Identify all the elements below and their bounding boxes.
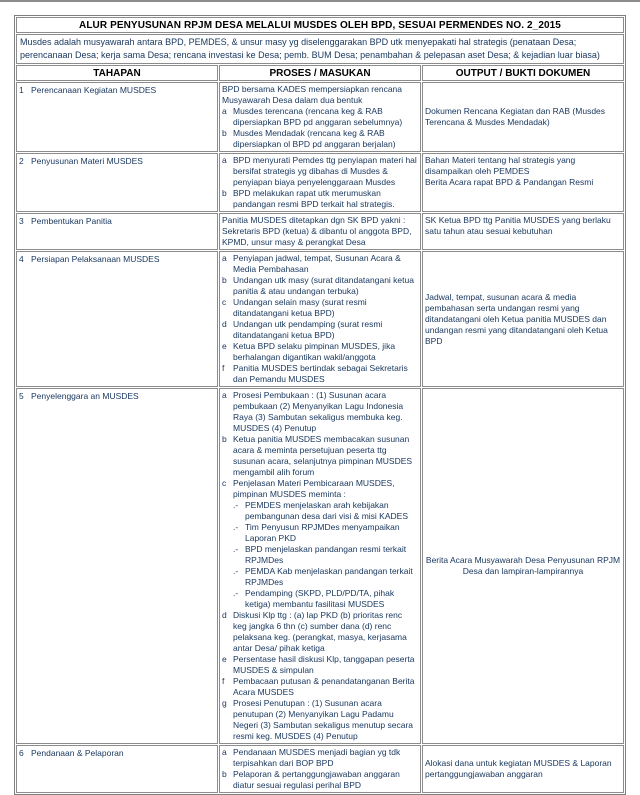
- item-text: Ketua panitia MUSDES membacakan susunan acara & meminta persetujuan peserta ttg susunan acara, selanjutnya pimpinan MUSDES mengambil alih forum: [233, 434, 413, 477]
- process-cell: [219, 745, 421, 793]
- row-number: 5: [19, 391, 24, 401]
- item-prefix: a: [222, 106, 227, 116]
- item-prefix: a: [222, 253, 227, 263]
- stage-cell: [16, 251, 218, 387]
- stage-label: Penyelenggara an MUSDES: [31, 391, 139, 401]
- process-table: [14, 15, 626, 795]
- intro-row: [16, 34, 624, 64]
- stage-cell: [16, 213, 218, 250]
- process-item: [233, 522, 418, 544]
- stage-cell: [16, 388, 218, 744]
- process-item: [222, 319, 418, 341]
- item-prefix: d: [222, 319, 227, 329]
- table-row: [16, 745, 624, 793]
- process-item: [222, 297, 418, 319]
- item-text: Panitia MUSDES bertindak sebagai Sekretaris dan Pemandu MUSDES: [233, 363, 408, 384]
- stage-label: Pembentukan Panitia: [31, 216, 112, 226]
- stage-cell: [16, 745, 218, 793]
- item-prefix: e: [222, 654, 227, 664]
- stage-label: Penyusunan Materi MUSDES: [31, 156, 143, 166]
- item-text: Ketua BPD selaku pimpinan MUSDES, jika berhalangan digantikan wakil/anggota: [233, 341, 396, 362]
- process-item: [222, 676, 418, 698]
- process-cell: [219, 251, 421, 387]
- intro-text: Musdes adalah musyawarah antara BPD, PEMDES, & unsur masy yg diselenggarakan BPD utk menyepakati hal strategis (penataan Desa; perencanaan Desa; kerja sama Desa; rencana investasi ke Desa; pemb. BUM Desa; penambahan & pelepasan aset Desa; & kejadian luar biasa): [16, 34, 624, 64]
- item-prefix: .-: [233, 544, 239, 554]
- output-paragraph: Berita Acara Musyawarah Desa Penyusunan RPJM Desa dan lampiran-lampirannya: [425, 555, 621, 576]
- row-number: 1: [19, 85, 24, 95]
- top-border-strip: [0, 0, 640, 2]
- item-prefix: e: [222, 341, 227, 351]
- process-cell: [219, 213, 421, 250]
- output-paragraph: Jadwal, tempat, susunan acara & media pembahasan serta undangan resmi yang ditandatangani oleh Ketua panitia MUSDES dan undangan resmi yang ditandatangani oleh Ketua BPD: [425, 291, 608, 346]
- item-text: Pelaporan & pertanggungjawaban anggaran diatur sesuai regulasi perihal BPD: [233, 769, 400, 790]
- item-text: Tim Penyusun RPJMDes menyampaikan Laporan PKD: [245, 522, 400, 543]
- process-item: [222, 128, 418, 150]
- item-text: Penjelasan Materi Pembicaraan MUSDES, pimpinan MUSDES meminta :: [233, 478, 395, 499]
- column-header-output: OUTPUT / BUKTI DOKUMEN: [422, 65, 624, 81]
- stage-wrap: [19, 84, 215, 96]
- column-header-proses: PROSES / MASUKAN: [219, 65, 421, 81]
- item-prefix: g: [222, 698, 227, 708]
- process-item: [222, 341, 418, 363]
- process-item: [222, 253, 418, 275]
- process-cell: [219, 82, 421, 152]
- item-prefix: a: [222, 747, 227, 757]
- process-item: [222, 769, 418, 791]
- stage-label: Pendanaan & Pelaporan: [31, 748, 124, 758]
- process-item: [222, 188, 418, 210]
- output-paragraph: Dokumen Rencana Kegiatan dan RAB (Musdes Terencana & Musdes Mendadak): [425, 106, 606, 127]
- process-item: [222, 478, 418, 500]
- process-item: [222, 434, 418, 478]
- process-item: [222, 106, 418, 128]
- column-header-tahapan: TAHAPAN: [16, 65, 218, 81]
- item-prefix: b: [222, 769, 227, 779]
- item-prefix: .-: [233, 566, 239, 576]
- stage-label: Perencanaan Kegiatan MUSDES: [31, 85, 157, 95]
- process-item: [222, 390, 418, 434]
- output-paragraph: Bahan Materi tentang hal strategis yang disampaikan oleh PEMDES: [425, 155, 576, 176]
- item-text: Undangan utk pendamping (surat resmi ditandatangani ketua BPD): [233, 319, 383, 340]
- item-text: BPD menjelaskan pandangan resmi terkait RPJMDes: [245, 544, 407, 565]
- process-item: [222, 654, 418, 676]
- process-item: [222, 747, 418, 769]
- row-number: 3: [19, 216, 24, 226]
- output-cell: [422, 82, 624, 152]
- process-item: [222, 275, 418, 297]
- row-number: 6: [19, 748, 24, 758]
- item-text: Prosesi Pembukaan : (1) Susunan acara pembukaan (2) Menyanyikan Lagu Indonesia Raya (3) Sambutan sekaligus membuka keg. MUSDES (4) Penutup: [233, 390, 404, 433]
- stage-cell: [16, 82, 218, 152]
- item-text: BPD menyurati Pemdes ttg penyiapan materi hal bersifat strategis yg dibahas di Musdes & penyiapan biaya penyelenggaraan Musdes: [233, 155, 417, 187]
- process-item: [222, 215, 418, 248]
- process-item: [222, 698, 418, 742]
- item-prefix: b: [222, 128, 227, 138]
- table-row: [16, 153, 624, 212]
- process-item: [233, 566, 418, 588]
- row-number: 4: [19, 254, 24, 264]
- item-prefix: .-: [233, 522, 239, 532]
- stage-label: Persiapan Pelaksanaan MUSDES: [31, 254, 160, 264]
- item-prefix: a: [222, 390, 227, 400]
- process-item: [233, 500, 418, 522]
- process-item: [233, 588, 418, 610]
- stage-cell: [16, 153, 218, 212]
- output-cell: [422, 153, 624, 212]
- output-cell: [422, 213, 624, 250]
- item-prefix: a: [222, 155, 227, 165]
- process-item: [222, 610, 418, 654]
- table-row: [16, 213, 624, 250]
- row-number: 2: [19, 156, 24, 166]
- item-text: Undangan utk masy (surat ditandatangani ketua panitia & atau undangan terbuka): [233, 275, 414, 296]
- output-paragraph: SK Ketua BPD ttg Panitia MUSDES yang berlaku satu tahun atau sesuai kebutuhan: [425, 215, 611, 236]
- item-prefix: c: [222, 297, 227, 307]
- process-item: [222, 363, 418, 385]
- item-text: Musdes Mendadak (rencana keg & RAB dipersiapkan ol BPD pd anggaran berjalan): [233, 128, 396, 149]
- process-item: [222, 155, 418, 188]
- item-text: Penyiapan jadwal, tempat, Susunan Acara & Media Pembahasan: [233, 253, 401, 274]
- item-text: PEMDA Kab menjelaskan pandangan terkait RPJMDes: [245, 566, 413, 587]
- process-item: [233, 544, 418, 566]
- table-body: [16, 82, 624, 793]
- title-row: [16, 17, 624, 33]
- item-text: Pembacaan putusan & penandatanganan Berita Acara MUSDES: [233, 676, 415, 697]
- page-title: ALUR PENYUSUNAN RPJM DESA MELALUI MUSDES OLEH BPD, SESUAI PERMENDES NO. 2_2015: [16, 17, 624, 33]
- table-row: [16, 251, 624, 387]
- stage-wrap: [19, 253, 215, 265]
- item-text: Panitia MUSDES ditetapkan dgn SK BPD yakni : Sekretaris BPD (ketua) & dibantu ol anggota BPD, KPMD, unsur masy & perangkat Desa: [222, 215, 412, 247]
- item-prefix: b: [222, 434, 227, 444]
- item-text: Undangan selain masy (surat resmi ditandatangani ketua BPD): [233, 297, 367, 318]
- item-prefix: f: [222, 363, 225, 373]
- item-text: BPD bersama KADES mempersiapkan rencana Musyawarah Desa dalam dua bentuk: [222, 84, 402, 105]
- item-text: Prosesi Penutupan : (1) Susunan acara penutupan (2) Menyanyikan Lagu Padamu Negeri (3) Sambutan sekaligus menutup secara resmi keg. MUSDES (4) Penutup: [233, 698, 414, 741]
- output-paragraph: Alokasi dana untuk kegiatan MUSDES & Laporan pertanggungjawaban anggaran: [425, 758, 612, 779]
- stage-wrap: [19, 390, 215, 402]
- item-text: BPD melakukan rapat utk merumuskan pandangan resmi BPD terkait hal strategis.: [233, 188, 395, 209]
- item-prefix: b: [222, 188, 227, 198]
- process-cell: [219, 153, 421, 212]
- item-text: Diskusi Klp ttg : (a) lap PKD (b) prioritas renc keg jangka 6 thn (c) sumber dana (d) renc pelaksana keg. (perangkat, masya, kerjasama antar Desa/ pihak ketiga: [233, 610, 407, 653]
- header-row: [16, 65, 624, 81]
- output-cell: [422, 251, 624, 387]
- process-cell: [219, 388, 421, 744]
- output-cell: [422, 745, 624, 793]
- stage-wrap: [19, 215, 215, 227]
- table-row: [16, 388, 624, 744]
- process-item: [222, 84, 418, 106]
- item-prefix: d: [222, 610, 227, 620]
- item-prefix: .-: [233, 500, 239, 510]
- output-paragraph: Berita Acara rapat BPD & Pandangan Resmi: [425, 177, 594, 187]
- item-prefix: f: [222, 676, 225, 686]
- item-text: Pendamping (SKPD, PLD/PD/TA, pihak ketiga) membantu fasilitasi MUSDES: [245, 588, 395, 609]
- stage-wrap: [19, 155, 215, 167]
- item-prefix: c: [222, 478, 227, 488]
- table-row: [16, 82, 624, 152]
- item-prefix: b: [222, 275, 227, 285]
- item-prefix: .-: [233, 588, 239, 598]
- stage-wrap: [19, 747, 215, 759]
- item-text: Persentase hasil diskusi Klp, tanggapan peserta MUSDES & simpulan: [233, 654, 415, 675]
- item-text: Musdes terencana (rencana keg & RAB dipersiapkan BPD pd anggaran sebelumnya): [233, 106, 403, 127]
- item-text: Pendanaan MUSDES menjadi bagian yg tdk terpisahkan dari BOP BPD: [233, 747, 401, 768]
- output-cell: [422, 388, 624, 744]
- item-text: PEMDES menjelaskan arah kebijakan pembangunan desa dari visi & misi KADES: [245, 500, 408, 521]
